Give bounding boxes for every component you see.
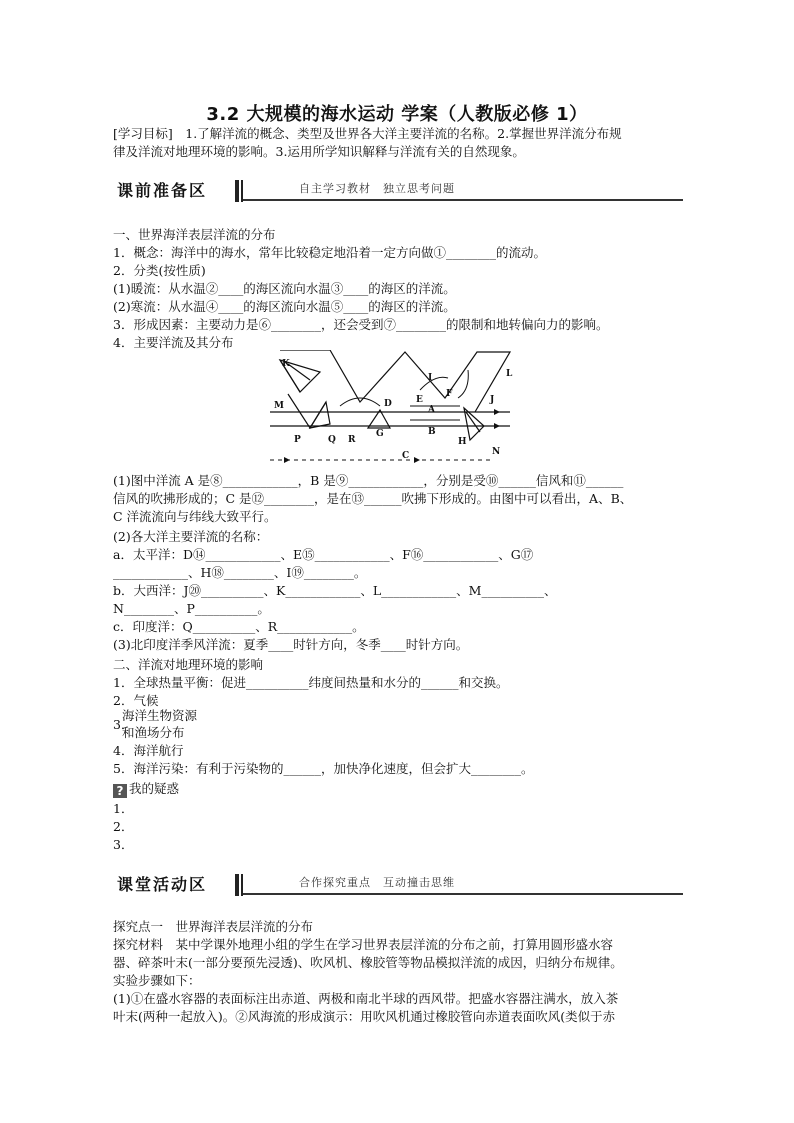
question-line: 信风的吹拂形成的；C 是⑫________，是在⑬______吹拂下形成的。由图中可以看出，A、B、 bbox=[113, 491, 633, 506]
map-label-e: E bbox=[416, 395, 423, 405]
banner-label: 课堂活动区 bbox=[117, 875, 208, 894]
question-line: c．印度洋：Q__________、R____________。 bbox=[113, 619, 365, 634]
ocean-current-diagram bbox=[270, 350, 520, 468]
question-line: 和渔场分布 bbox=[122, 725, 185, 740]
activity-line: 器、碎茶叶末(一部分要预先浸透)、吹风机、橡胶管等物品模拟洋流的成因，归纳分布规律。 bbox=[113, 955, 623, 970]
section-banner-prep bbox=[113, 178, 683, 204]
map-label-g: G bbox=[376, 429, 384, 439]
question-line: 2．气候 bbox=[113, 693, 159, 708]
doubt-line: 3． bbox=[113, 837, 134, 852]
map-label-p: P bbox=[294, 435, 301, 445]
question-line: 1．全球热量平衡：促进__________纬度间热量和水分的______和交换。 bbox=[113, 675, 509, 690]
question-line: b．大西洋：J⑳__________、K____________、L____________、M__________、 bbox=[113, 583, 557, 598]
doubt-line: 2． bbox=[113, 819, 134, 834]
doubt-heading bbox=[113, 780, 683, 798]
question-line: 4．海洋航行 bbox=[113, 743, 184, 758]
map-label-j: J bbox=[490, 395, 495, 405]
activity-line: 探究材料 某中学课外地理小组的学生在学习世界表层洋流的分布之前，打算用圆形盛水容 bbox=[113, 937, 614, 952]
question-line: 1．概念：海洋中的海水，常年比较稳定地沿着一定方向做①________的流动。 bbox=[113, 245, 546, 260]
map-label-a: A bbox=[428, 405, 435, 415]
question-line: 5．海洋污染：有利于污染物的______，加快净化速度，但会扩大________。 bbox=[113, 761, 534, 776]
activity-line: 实验步骤如下： bbox=[113, 973, 201, 988]
activity-line: (1)①在盛水容器的表面标注出赤道、两极和南北半球的西风带。把盛水容器注满水，放入茶 bbox=[113, 991, 619, 1006]
map-label-c: C bbox=[402, 451, 410, 461]
map-label-m: M bbox=[274, 401, 284, 411]
question-line: a．太平洋：D⑭____________、E⑮____________、F⑯____________、G⑰ bbox=[113, 547, 534, 562]
question-line: (1)图中洋流 A 是⑧____________，B 是⑨____________，分别是受⑩______信风和⑪______ bbox=[113, 473, 624, 488]
banner-subtitle: 自主学习教材 独立思考问题 bbox=[299, 182, 455, 195]
map-label-k: K bbox=[282, 359, 290, 369]
activity-heading: 探究点一 世界海洋表层洋流的分布 bbox=[113, 919, 314, 934]
question-line: C 洋流流向与纬线大致平行。 bbox=[113, 509, 277, 524]
banner-rule bbox=[243, 893, 683, 895]
page-title: 3.2 大规模的海水运动 学案（人教版必修 1） bbox=[206, 104, 588, 125]
map-label-d: D bbox=[384, 399, 392, 409]
map-label-l: L bbox=[506, 369, 513, 379]
question-line: 3．形成因素：主要动力是⑥________，还会受到⑦________的限制和地转偏向力的影响。 bbox=[113, 317, 609, 332]
question-line: 3． bbox=[113, 717, 134, 732]
map-label-q: Q bbox=[328, 435, 336, 445]
section-heading: 一、世界海洋表层洋流的分布 bbox=[113, 227, 276, 242]
banner-subtitle: 合作探究重点 互动撞击思维 bbox=[299, 876, 455, 889]
section-banner-activity bbox=[113, 872, 683, 898]
map-label-h: H bbox=[458, 437, 467, 447]
activity-line: 叶末(两种一起放入)。②风海流的形成演示：用吹风机通过橡胶管向赤道表面吹风(类似于赤 bbox=[113, 1009, 616, 1024]
doubt-label: 我的疑惑 bbox=[129, 781, 180, 796]
question-line: 4．主要洋流及其分布 bbox=[113, 335, 234, 350]
question-mark-icon: ? bbox=[113, 784, 127, 798]
question-line: ____________、H⑱________、I⑲________。 bbox=[113, 565, 367, 580]
map-label-n: N bbox=[492, 447, 501, 457]
question-line: (2)各大洋主要洋流的名称： bbox=[113, 529, 269, 544]
section-heading: 二、洋流对地理环境的影响 bbox=[113, 657, 264, 672]
question-line: (3)北印度洋季风洋流：夏季____时针方向，冬季____时针方向。 bbox=[113, 637, 469, 652]
banner-rule bbox=[243, 199, 683, 201]
map-label-r: R bbox=[348, 435, 356, 445]
map-label-i: I bbox=[428, 373, 433, 383]
banner-label: 课前准备区 bbox=[117, 181, 208, 200]
question-line: N________、P__________。 bbox=[113, 601, 270, 616]
banner-bar bbox=[235, 180, 239, 202]
learning-goals-line-2: 律及洋流对地理环境的影响。3.运用所学知识解释与洋流有关的自然现象。 bbox=[113, 144, 525, 159]
map-label-f: F bbox=[446, 389, 453, 399]
map-label-b: B bbox=[428, 427, 436, 437]
learning-goals-line-1: [学习目标] 1.了解洋流的概念、类型及世界各大洋主要洋流的名称。2.掌握世界洋流分布规 bbox=[113, 126, 622, 141]
question-line: 海洋生物资源 bbox=[122, 708, 198, 723]
doubt-line: 1． bbox=[113, 801, 134, 816]
banner-bar bbox=[235, 874, 239, 896]
question-line: (1)暖流：从水温②____的海区流向水温③____的海区的洋流。 bbox=[113, 281, 456, 296]
question-line: 2．分类(按性质) bbox=[113, 263, 206, 278]
question-line: (2)寒流：从水温④____的海区流向水温⑤____的海区的洋流。 bbox=[113, 299, 456, 314]
